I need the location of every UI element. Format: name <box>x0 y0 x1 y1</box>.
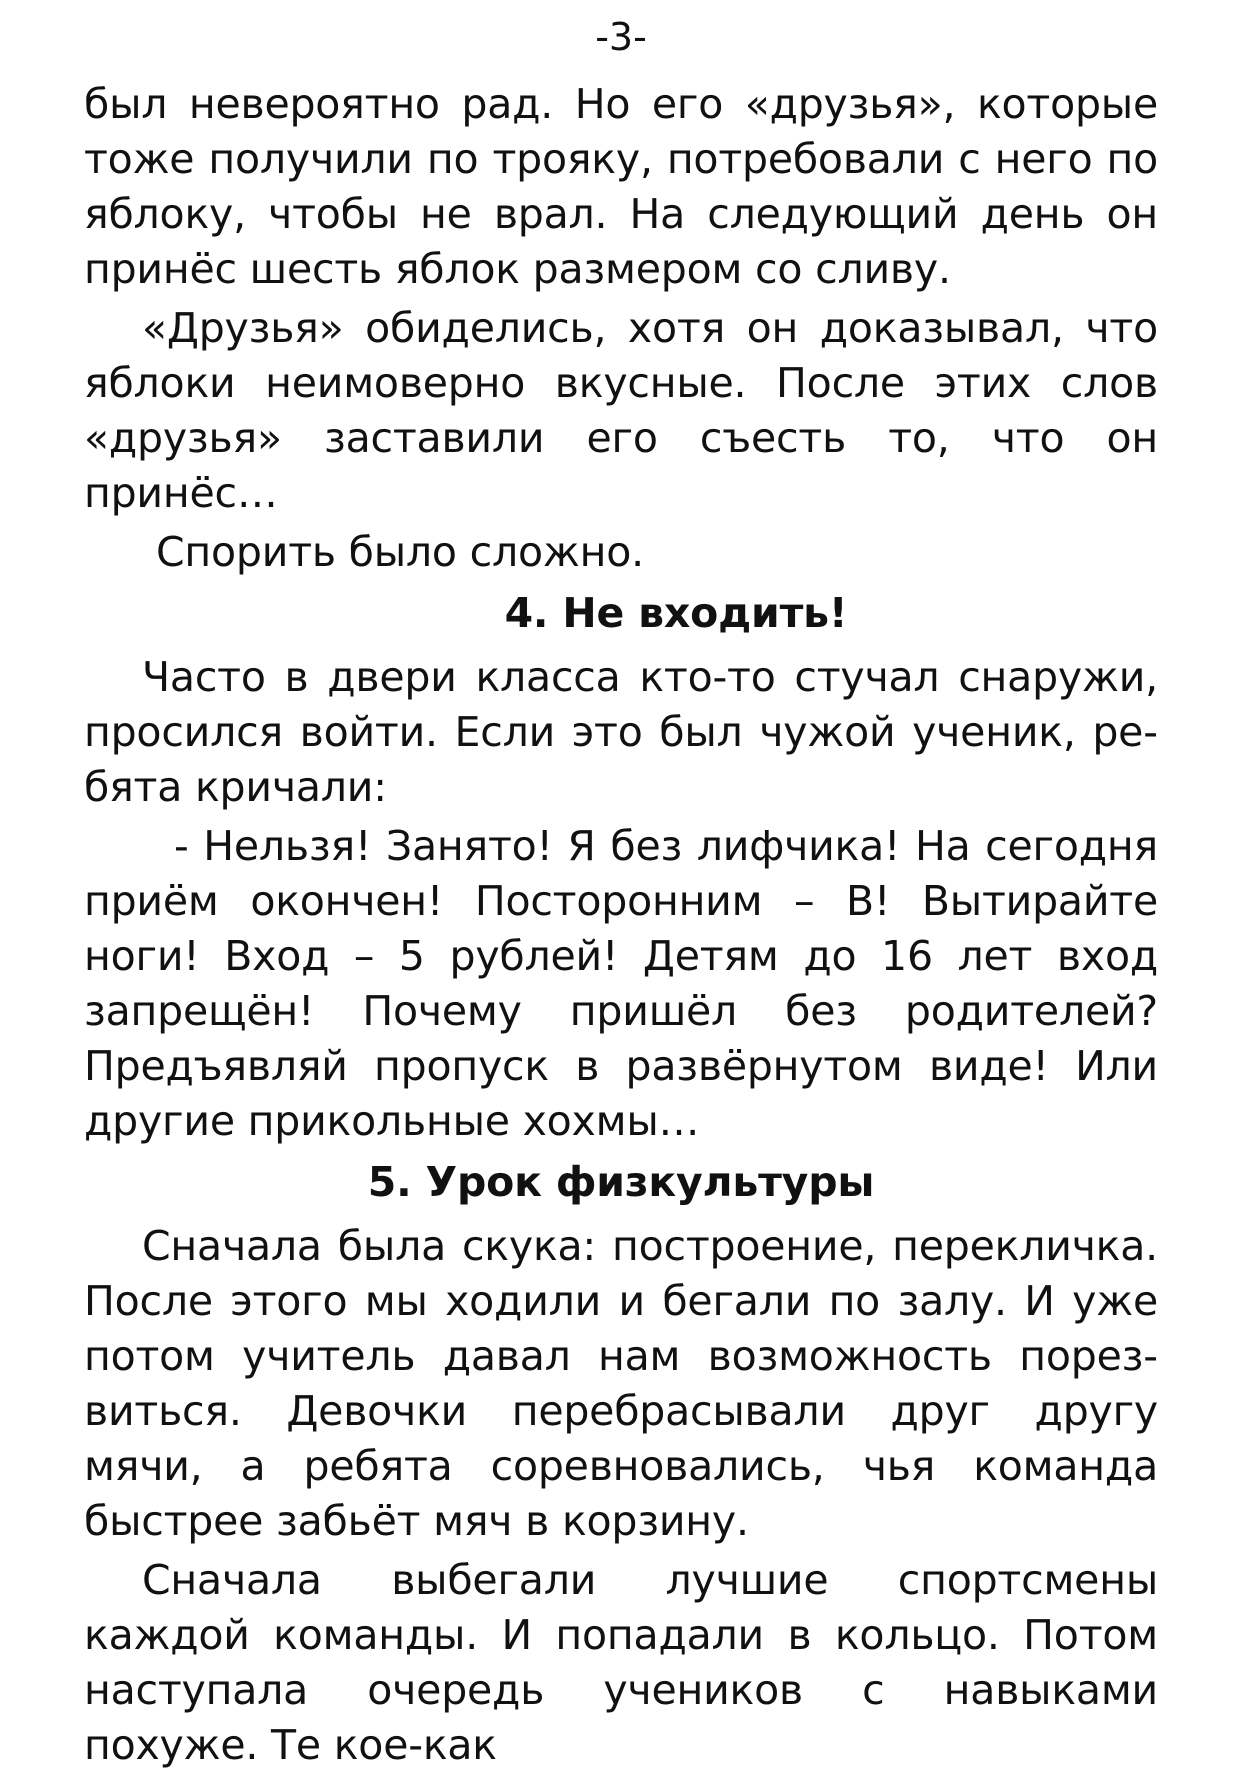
paragraph-pe-start: Сначала была скука: построение, перекличка. После этого мы ходили и бегали по залу. И уже потом учитель давал нам возможность порезвиться. Девочки перебрасывали друг другу мячи, а ребята соревновались, чья команда быстрее забьёт мяч в корзину. <box>84 1222 1158 1545</box>
paragraph-hard-to-argue: Спорить было сложно. <box>156 528 644 576</box>
document-page <box>84 0 1158 1769</box>
paragraph-shouts: - Нельзя! Занято! Я без лифчика! На сегодня приём окончен! Посторонним – В! Вытирайте ноги! Вход – 5 рублей! Детям до 16 лет вход запрещён! Почему пришёл без родителей? Предъявляй пропуск в развёрнутом виде! Или другие прикольные хохмы… <box>84 822 1158 1145</box>
paragraph-best-athletes: Сначала выбегали лучшие спортсмены каждой команды. И попадали в кольцо. Потом наступала очередь учеников с навыками похуже. Те кое-как <box>84 1556 1158 1769</box>
paragraph-friends-offended: «Друзья» обиделись, хотя он доказывал, что яблоки неимоверно вкусные. После этих слов «друзья» заставили его съесть то, что он принёс… <box>84 304 1158 517</box>
page-number: -3- <box>595 15 647 59</box>
page-content <box>84 77 1158 1777</box>
paragraph-continuation: был невероятно рад. Но его «друзья», которые тоже получили по трояку, потребовали с него по яблоку, чтобы не врал. На следующий день он принёс шесть яблок размером со сливу. <box>84 80 1158 293</box>
section-heading-do-not-enter: 4. Не входить! <box>504 589 848 637</box>
section-heading-pe-lesson: 5. Урок физкультуры <box>367 1158 875 1206</box>
paragraph-knocking: Часто в двери класса кто-то стучал снаружи, просился войти. Если это был чужой ученик, ребята кричали: <box>84 653 1158 811</box>
